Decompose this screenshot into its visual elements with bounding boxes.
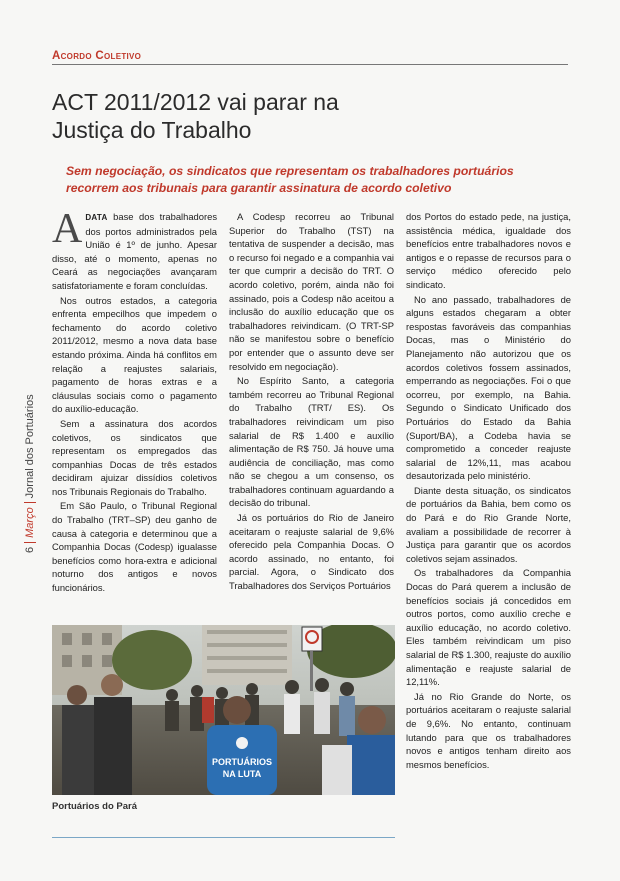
paragraph: ADATA base dos trabalhadores dos portos administrados pela União é 1º de junho. Apesar disso, até o momento, apenas no Ceará as negociações avançaram satisfatoriamente e foram concluídas. [52,206,218,291]
paragraph: Diante desta situação, os sindicatos de portuários da Bahia, bem como os do Pará e do Rio Grande Norte, avaliam a possibilidade de recorrer à Justiça para garantir que os acordos coletivos sejam assinados. [406,484,571,564]
shirt-text-1: PORTUÁRIOS [211,757,273,767]
article-column-3 [406,210,571,772]
article-subtitle [66,163,566,197]
paragraph: A Codesp recorreu ao Tribunal Superior do Trabalho (TST) na tentativa de suspender a decisão, mas o recurso foi negado e a companhia vai ter que cumprir a decisão do TRT. O acordo coletivo, porém, ainda não foi assinado, pois a Codesp não aceitou a inclusão do auxílio educação que os trabalhadores reivindicam. (O TRT-SP não se manifestou sobre o benefício por entender que o assunto deve ser resolvido em negociação). [229,211,394,372]
article-column-1 [52,206,218,596]
paragraph: dos Portos do estado pede, na justiça, assistência médica, igualdade dos benefícios entre trabalhadores novos e antigos e o repasse de recursos para o serviço médico oferecido pelo sindicato. [406,211,571,290]
title-line-1: ACT 2011/2012 vai parar na [52,89,339,115]
paragraph: Já no Rio Grande do Norte, os portuários aceitaram o reajuste salarial de 9,6%. No entanto, continuam lutando para que os trabalhadores novos e antigos tenham direito aos mesmos benefícios. [406,690,571,770]
paragraph: Nos outros estados, a categoria enfrenta empecilhos que impedem o fechamento do acordo coletivo 2011/2012, mesmo a nova data base estando próxima. Ainda há conflitos em relação a reajustes salariais, pagamento de horas extras e a cláusulas sociais como o pagamento do auxílio-educação. [52,294,217,415]
paragraph: Sem a assinatura dos acordos coletivos, os sindicatos que representam os empregados das companhias Docas de três estados decidiram ajuizar dissídios coletivos nos Tribunais Regionais do Trabalho. [52,417,217,497]
page-sidebar-label [24,394,36,553]
paragraph: Os trabalhadores da Companhia Docas do Pará querem a inclusão de benefícios sociais já concedidos em outros portos, como auxílio creche e auxílio educação, no acordo coletivo. Eles também reivindicam um piso salarial de R$ 1.300, reajuste do auxílio alimentação e reajuste salarial de 12,11%. [406,567,571,688]
paragraph: Já os portuários do Rio de Janeiro aceitaram o reajuste salarial de 9,6% oferecido pela Companhia Docas. O acordo assinado, no entanto, foi parcial. Agora, o Sindicato dos Trabalhadores dos Serviços Portuários [229,512,394,592]
section-label: Acordo Coletivo [52,50,142,62]
photo-caption: Portuários do Pará [52,801,137,812]
page-number: 6 [24,546,36,553]
journal-name: Jornal dos Portuários [24,394,36,499]
article-title [52,88,522,144]
paragraph: Em São Paulo, o Tribunal Regional do Trabalho (TRT–SP) deu ganho de causa à categoria e determinou que a Companhia Docas (Codesp) igualasse benefícios como hora-extra e adicional noturno dos antigos e novos funcionários. [52,500,217,594]
lead-in: DATA [85,213,108,222]
subtitle-line-2: recorrem aos tribunais para garantir assinatura de acordo coletivo [66,181,452,195]
drop-cap: A [52,206,83,252]
protest-photo [52,625,395,795]
paragraph: No ano passado, trabalhadores de alguns estados chegaram a obter respostas favoráveis das companhias Docas, mas o Ministério do Planejamento não autorizou que os acordos coletivos fossem assinados, emperrando as negociações. Foi o que ocorreu, por exemplo, na Bahia. Segundo o Sindicato Unificado dos Portuários do Estado da Bahia (Suport/BA), a Codeba havia se comprometido a conceder reajuste salarial de 12%,11, mas acabou desautorizada pelo ministério. [406,293,571,482]
header-rule [52,64,568,65]
article-column-2 [229,210,394,594]
paragraph: No Espírito Santo, a categoria também recorreu ao Tribunal Regional do Trabalho (TRT/ ES). Os trabalhadores reivindicam um piso salarial de R$ 1.400 e auxílio alimentação de R$ 750. Já houve uma audiência de conciliação, mas como não se chegou a um consenso, os trabalhadores continuam aguardando a decisão do tribunal. [229,375,394,509]
title-line-2: Justiça do Trabalho [52,117,252,143]
footer-rule [52,837,395,838]
shirt-text-2: NA LUTA [222,769,262,779]
photo-illustration [52,625,395,795]
issue-month: Março [24,507,36,538]
subtitle-line-1: Sem negociação, os sindicatos que representam os trabalhadores portuários [66,164,514,178]
